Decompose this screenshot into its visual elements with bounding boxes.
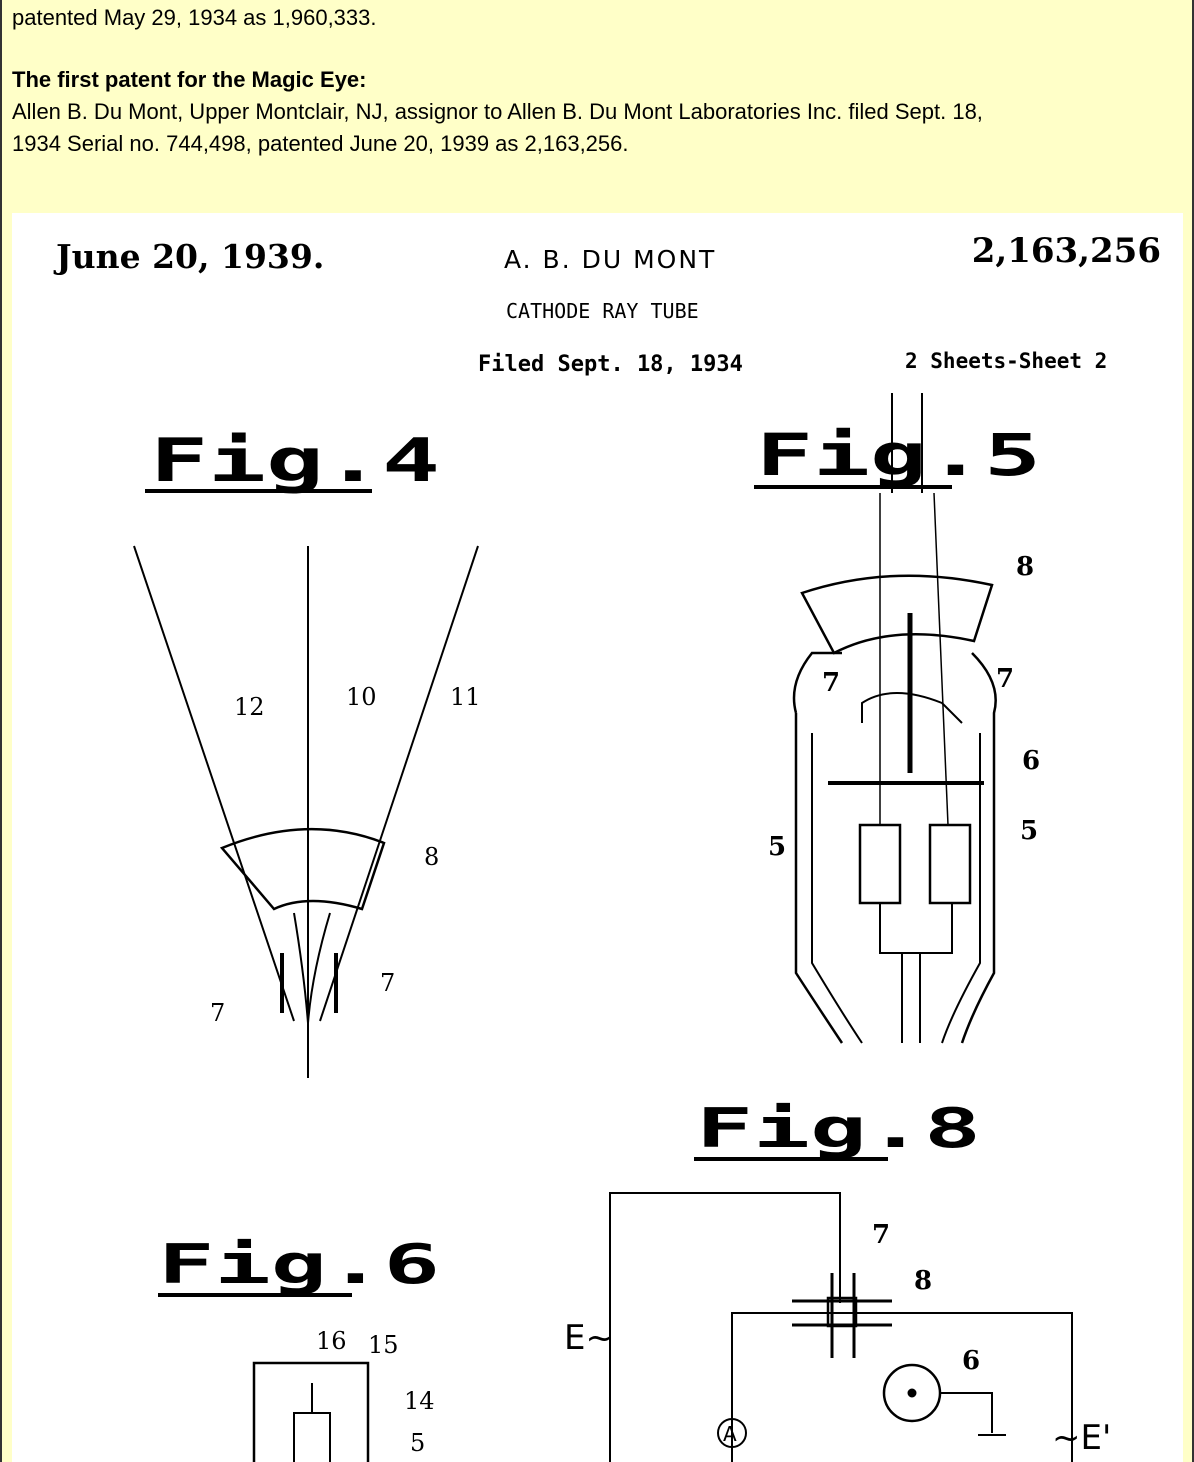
fig6-ref: 5 bbox=[410, 1429, 426, 1457]
fig5-ref: 5 bbox=[1020, 816, 1039, 846]
fig8 bbox=[564, 1097, 1111, 1462]
patent-description-line: Allen B. Du Mont, Upper Montclair, NJ, assignor to Allen B. Du Mont Laboratories Inc. filed Sept. 18, bbox=[12, 99, 983, 124]
fig8-ref: ~E' bbox=[1052, 1418, 1112, 1458]
fig8-ref: E~ bbox=[564, 1318, 614, 1358]
fig8-ref: 7 bbox=[872, 1220, 891, 1250]
patent-title: CATHODE RAY TUBE bbox=[506, 299, 699, 323]
fig8-ref: 8 bbox=[914, 1266, 933, 1296]
fig5-ref: 7 bbox=[822, 668, 841, 698]
fig4-ref: 7 bbox=[380, 969, 396, 997]
fig8-ref: 6 bbox=[962, 1346, 981, 1376]
patent-figures-svg bbox=[12, 213, 1183, 1462]
fig6 bbox=[158, 1233, 440, 1462]
fig4-label: Fig.4 bbox=[150, 426, 440, 496]
fig4-ref: 12 bbox=[234, 693, 265, 721]
patent-filed-date: Filed Sept. 18, 1934 bbox=[478, 352, 743, 377]
fig5-ref: 7 bbox=[996, 664, 1015, 694]
fig5-ref: 6 bbox=[1022, 746, 1041, 776]
patent-inventor: A. B. DU MONT bbox=[504, 245, 717, 274]
fig5 bbox=[754, 393, 1041, 1043]
fig4-ref: 8 bbox=[424, 843, 440, 871]
section-heading: The first patent for the Magic Eye: bbox=[12, 67, 367, 92]
fig4-ref: 11 bbox=[450, 683, 481, 711]
patent-sheet-count: 2 Sheets-Sheet 2 bbox=[905, 349, 1108, 373]
fig5-label: Fig.5 bbox=[756, 421, 1041, 489]
fig6-ref: 14 bbox=[404, 1387, 435, 1415]
fig5-ref: 8 bbox=[1016, 552, 1035, 582]
fig6-ref: 16 bbox=[316, 1327, 347, 1355]
fig5-ref: 5 bbox=[768, 832, 787, 862]
patent-date: June 20, 1939. bbox=[56, 237, 325, 276]
description-text bbox=[12, 2, 1182, 160]
fig4-ref: 10 bbox=[346, 683, 377, 711]
patent-line-previous: patented May 29, 1934 as 1,960,333. bbox=[12, 5, 377, 30]
patent-description-line: 1934 Serial no. 744,498, patented June 20, 1939 as 2,163,256. bbox=[12, 131, 629, 156]
fig8-ref: A bbox=[723, 1422, 737, 1446]
fig4-ref: 7 bbox=[210, 999, 226, 1027]
patent-drawing bbox=[12, 213, 1183, 1462]
fig4 bbox=[134, 426, 481, 1078]
fig6-label: Fig.6 bbox=[158, 1233, 440, 1296]
fig8-label: Fig.8 bbox=[696, 1097, 981, 1160]
patent-number: 2,163,256 bbox=[971, 231, 1161, 271]
fig6-ref: 15 bbox=[368, 1331, 399, 1359]
